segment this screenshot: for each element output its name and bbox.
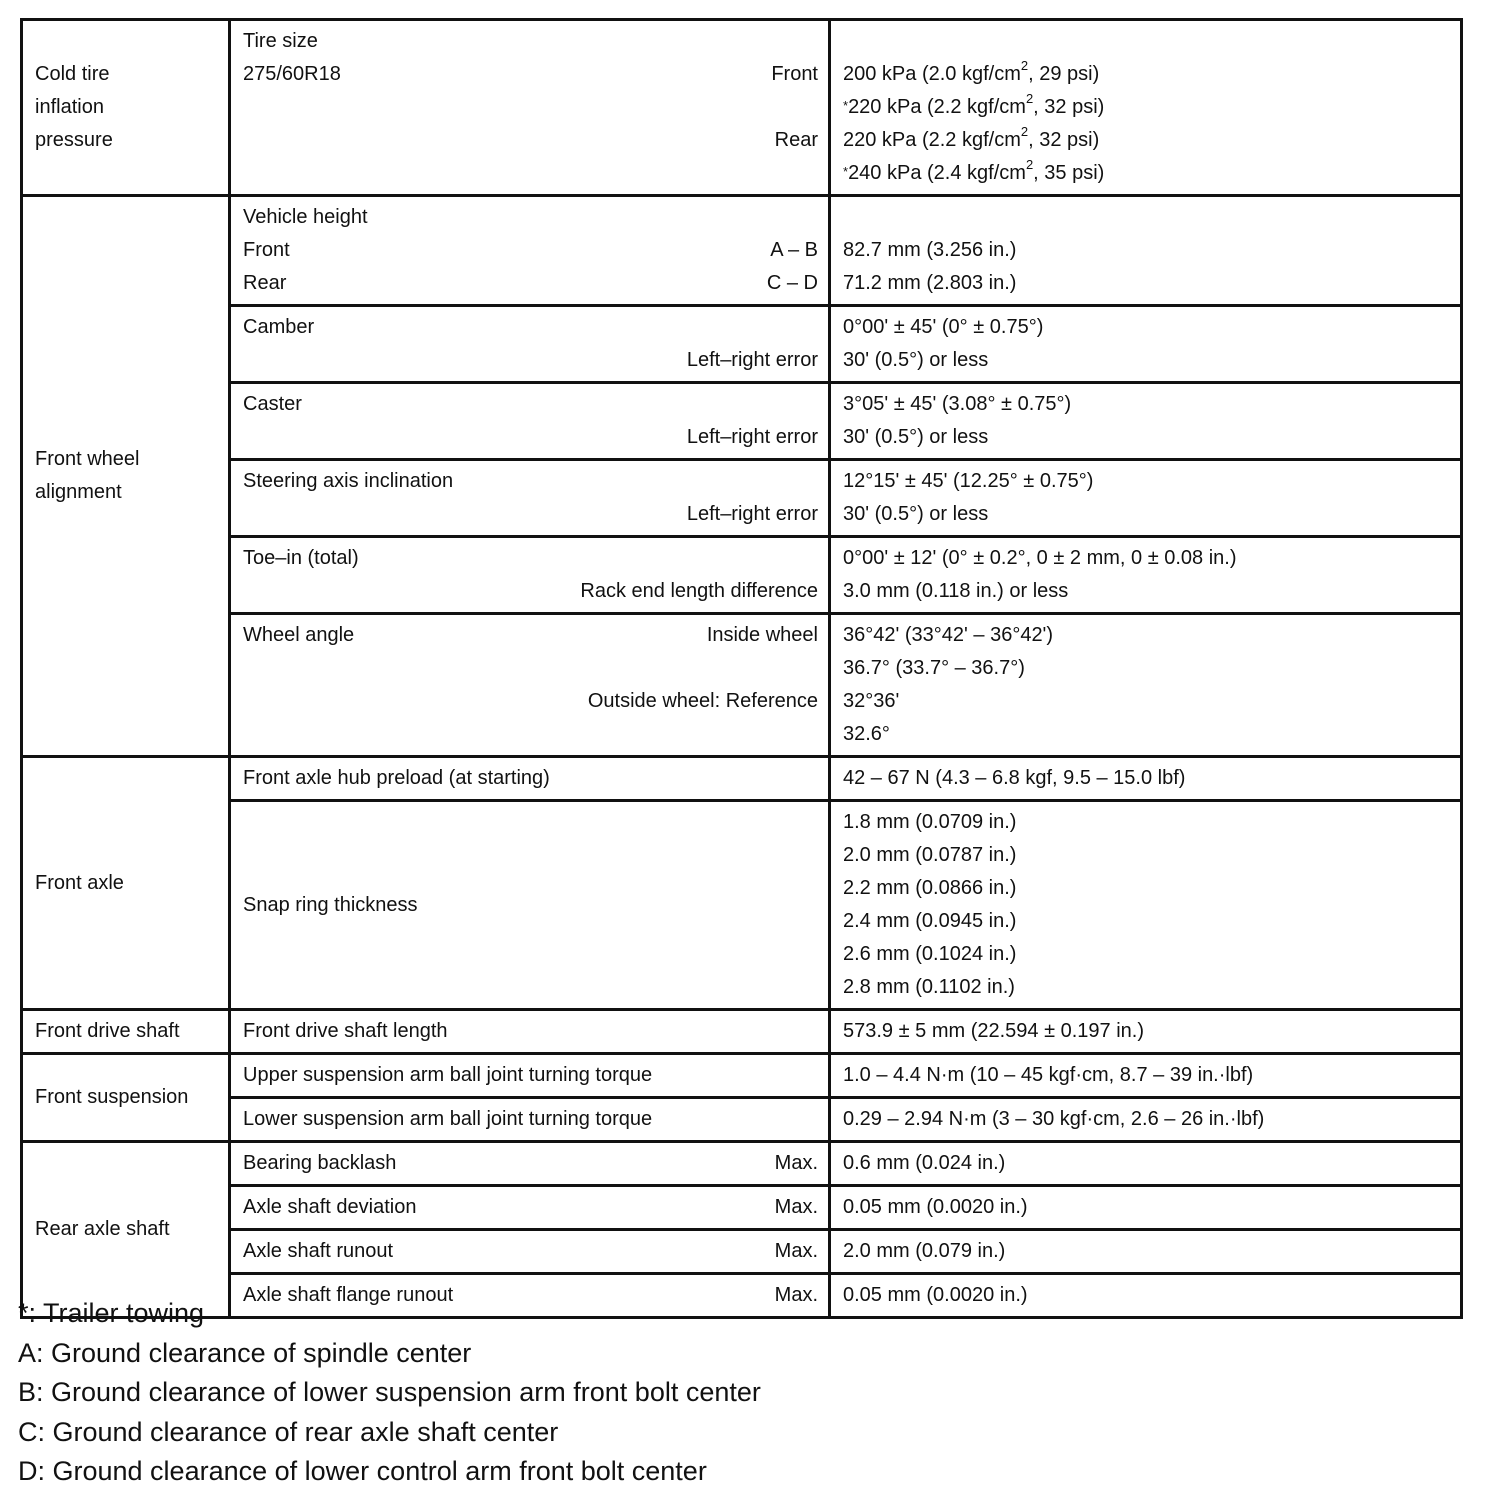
table-row <box>22 306 1462 383</box>
lower-arm-torque-value: 0.29 – 2.94 N·m (3 – 30 kgf·cm, 2.6 – 26 in.·lbf) <box>843 1108 1265 1130</box>
item-upper-arm-torque <box>230 1054 830 1098</box>
caster-error-value: 30' (0.5°) or less <box>843 426 989 448</box>
item-label: Snap ring thickness <box>243 893 418 916</box>
outside-wheel-label: Outside wheel: Reference <box>587 690 818 712</box>
category-front-drive-shaft <box>22 1010 230 1054</box>
item-label: Vehicle height <box>243 206 368 228</box>
item-label: Axle shaft runout <box>243 1240 394 1262</box>
snap-ring-value: 1.8 mm (0.0709 in.) <box>843 811 1017 833</box>
front-height-value: 82.7 mm (3.256 in.) <box>843 239 1017 261</box>
category-label: Cold tire <box>35 63 110 85</box>
footnote: B: Ground clearance of lower suspension arm front bolt center <box>18 1377 761 1407</box>
item-tire-size <box>230 20 830 196</box>
item-label: Axle shaft deviation <box>243 1196 417 1218</box>
category-label: Front suspension <box>35 1086 189 1108</box>
value-bearing-backlash <box>830 1142 1462 1186</box>
drive-shaft-length-value: 573.9 ± 5 mm (22.594 ± 0.197 in.) <box>843 1020 1145 1042</box>
item-vehicle-height <box>230 196 830 306</box>
front-label: Front <box>771 63 818 85</box>
bearing-backlash-value: 0.6 mm (0.024 in.) <box>843 1152 1006 1174</box>
steering-axis-error-value: 30' (0.5°) or less <box>843 503 989 525</box>
value-camber <box>830 306 1462 383</box>
item-sublabel: Rack end length difference <box>580 580 818 602</box>
item-label: Lower suspension arm ball joint turning torque <box>243 1108 653 1130</box>
item-caster <box>230 383 830 460</box>
rear-height-value: 71.2 mm (2.803 in.) <box>843 272 1017 294</box>
item-label: Axle shaft flange runout <box>243 1284 454 1306</box>
wheel-angle-value: 36.7° (33.7° – 36.7°) <box>843 657 1025 679</box>
category-label: Rear axle shaft <box>35 1218 170 1240</box>
footnote: *: Trailer towing <box>18 1298 205 1328</box>
item-label: Bearing backlash <box>243 1152 397 1174</box>
wheel-angle-value: 36°42' (33°42' – 36°42') <box>843 624 1054 646</box>
item-sublabel: Left–right error <box>686 349 818 371</box>
front-tow-pressure-value: *220 kPa (2.2 kgf/$cm^2$, 32 psi) <box>843 91 1105 118</box>
item-sublabel: Left–right error <box>686 503 818 525</box>
value-hub-preload <box>830 757 1462 801</box>
hub-preload-value: 42 – 67 N (4.3 – 6.8 kgf, 9.5 – 15.0 lbf) <box>843 767 1186 789</box>
item-label: Steering axis inclination <box>243 470 454 492</box>
category-label: Front axle <box>35 871 124 894</box>
value-wheel-angle <box>830 614 1462 757</box>
table-row <box>22 1230 1462 1274</box>
item-axle-shaft-runout <box>230 1230 830 1274</box>
item-axle-shaft-deviation <box>230 1186 830 1230</box>
inside-wheel-label: Inside wheel <box>706 624 818 646</box>
value-tire-pressure <box>830 20 1462 196</box>
category-label: Front wheel <box>35 448 140 470</box>
category-label: inflation <box>35 96 104 118</box>
category-cold-tire <box>22 20 230 196</box>
value-caster <box>830 383 1462 460</box>
item-label: Wheel angle <box>243 624 355 646</box>
category-front-suspension <box>22 1054 230 1142</box>
front-code: A – B <box>770 239 818 261</box>
value-lower-arm-torque <box>830 1098 1462 1142</box>
item-label: Tire size <box>243 30 318 52</box>
axle-shaft-flange-runout-value: 0.05 mm (0.0020 in.) <box>843 1284 1028 1306</box>
rear-pressure-value: 220 kPa (2.2 kgf/$cm^2$, 32 psi) <box>843 124 1100 151</box>
footnotes <box>18 1294 761 1492</box>
item-drive-shaft-length <box>230 1010 830 1054</box>
value-axle-shaft-flange-runout <box>830 1274 1462 1318</box>
front-label: Front <box>243 239 290 261</box>
wheel-angle-value: 32.6° <box>843 723 890 745</box>
table-row <box>22 1142 1462 1186</box>
value-steering-axis-inclination <box>830 460 1462 537</box>
item-label: Caster <box>243 393 302 415</box>
category-label: alignment <box>35 481 122 503</box>
snap-ring-value: 2.6 mm (0.1024 in.) <box>843 943 1017 965</box>
item-sublabel: Left–right error <box>686 426 818 448</box>
item-toe-in <box>230 537 830 614</box>
table-row <box>22 1098 1462 1142</box>
table-row <box>22 1054 1462 1098</box>
item-label: Front axle hub preload (at starting) <box>243 767 550 789</box>
table-row <box>22 196 1462 306</box>
rear-label: Rear <box>243 272 287 294</box>
spec-table <box>20 18 1463 1319</box>
toe-in-value: 0°00' ± 12' (0° ± 0.2°, 0 ± 2 mm, 0 ± 0.08 in.) <box>843 547 1237 569</box>
item-label: Camber <box>243 316 315 338</box>
max-label: Max. <box>774 1284 818 1306</box>
item-steering-axis-inclination <box>230 460 830 537</box>
value-toe-in <box>830 537 1462 614</box>
snap-ring-value: 2.4 mm (0.0945 in.) <box>843 910 1017 932</box>
value-axle-shaft-runout <box>830 1230 1462 1274</box>
table-row <box>22 1010 1462 1054</box>
value-upper-arm-torque <box>830 1054 1462 1098</box>
item-snap-ring <box>230 801 830 1010</box>
steering-axis-value: 12°15' ± 45' (12.25° ± 0.75°) <box>843 470 1094 492</box>
axle-shaft-deviation-value: 0.05 mm (0.0020 in.) <box>843 1196 1028 1218</box>
item-label: Front drive shaft length <box>243 1020 448 1042</box>
wheel-angle-value: 32°36' <box>843 690 900 712</box>
caster-value: 3°05' ± 45' (3.08° ± 0.75°) <box>843 393 1072 415</box>
max-label: Max. <box>774 1240 818 1262</box>
camber-value: 0°00' ± 45' (0° ± 0.75°) <box>843 316 1044 338</box>
axle-shaft-runout-value: 2.0 mm (0.079 in.) <box>843 1240 1006 1262</box>
category-rear-axle-shaft <box>22 1142 230 1318</box>
item-label: Upper suspension arm ball joint turning torque <box>243 1064 653 1086</box>
item-lower-arm-torque <box>230 1098 830 1142</box>
table-row <box>22 537 1462 614</box>
snap-ring-value: 2.8 mm (0.1102 in.) <box>843 976 1015 998</box>
footnote: D: Ground clearance of lower control arm front bolt center <box>18 1456 707 1486</box>
value-snap-ring <box>830 801 1462 1010</box>
value-axle-shaft-deviation <box>830 1186 1462 1230</box>
table-row <box>22 460 1462 537</box>
upper-arm-torque-value: 1.0 – 4.4 N·m (10 – 45 kgf·cm, 8.7 – 39 in.·lbf) <box>843 1064 1254 1086</box>
item-hub-preload <box>230 757 830 801</box>
value-drive-shaft-length <box>830 1010 1462 1054</box>
max-label: Max. <box>774 1152 818 1174</box>
table-row <box>22 614 1462 757</box>
rear-tow-pressure-value: *240 kPa (2.4 kgf/$cm^2$, 35 psi) <box>843 157 1105 184</box>
category-front-wheel-alignment <box>22 196 230 757</box>
camber-error-value: 30' (0.5°) or less <box>843 349 989 371</box>
snap-ring-value: 2.0 mm (0.0787 in.) <box>843 844 1017 866</box>
value-vehicle-height <box>830 196 1462 306</box>
item-bearing-backlash <box>230 1142 830 1186</box>
table-row <box>22 20 1462 196</box>
rack-end-value: 3.0 mm (0.118 in.) or less <box>843 580 1069 602</box>
footnote: A: Ground clearance of spindle center <box>18 1337 472 1368</box>
item-wheel-angle <box>230 614 830 757</box>
front-pressure-value: 200 kPa (2.0 kgf/$cm^2$, 29 psi) <box>843 58 1100 85</box>
category-front-axle <box>22 757 230 1010</box>
item-label: Toe–in (total) <box>243 547 359 569</box>
item-camber <box>230 306 830 383</box>
snap-ring-value: 2.2 mm (0.0866 in.) <box>843 877 1017 899</box>
table-row <box>22 1186 1462 1230</box>
tire-size-value: 275/60R18 <box>243 63 341 85</box>
footnote: C: Ground clearance of rear axle shaft center <box>18 1416 559 1447</box>
rear-code: C – D <box>766 272 818 294</box>
max-label: Max. <box>774 1196 818 1218</box>
table-row <box>22 757 1462 801</box>
rear-label: Rear <box>774 129 818 151</box>
category-label: Front drive shaft <box>35 1020 180 1042</box>
table-row <box>22 801 1462 1010</box>
category-label: pressure <box>35 129 113 151</box>
table-row <box>22 383 1462 460</box>
